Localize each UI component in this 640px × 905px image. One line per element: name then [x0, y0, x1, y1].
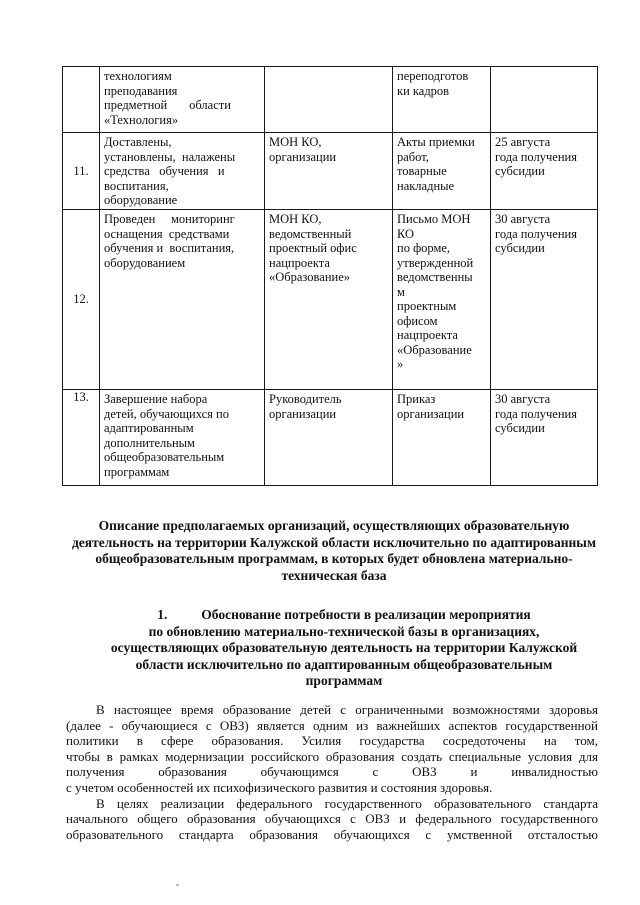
- paragraph-line: В настоящее время образование детей с ограниченными возможностями здоровья: [96, 702, 598, 717]
- deadline-cell: [491, 390, 598, 486]
- section-title-line: области исключительно по адаптированным общеобразовательным: [135, 656, 553, 672]
- activity-line: Завершение набора: [104, 392, 208, 406]
- paragraph-line: политики в сфере образования. Усилия государства сосредоточены на том,: [66, 733, 598, 749]
- activity-line: воспитания,: [104, 178, 169, 193]
- paragraph-spread-line: [66, 764, 598, 780]
- document-line: КО: [397, 226, 415, 241]
- table-row: [63, 210, 598, 390]
- deadline-line: 30 августа: [495, 212, 551, 226]
- responsible-line: организации: [269, 149, 337, 164]
- responsible-line: нацпроекта: [269, 255, 330, 270]
- table-row: [63, 133, 598, 210]
- document-cell: [393, 133, 491, 210]
- word: образования: [158, 764, 227, 780]
- document-line: офисом: [397, 313, 438, 328]
- word: с: [372, 764, 379, 780]
- word: получения: [66, 764, 125, 780]
- row-number-cell: [63, 133, 100, 210]
- document-cell: [393, 67, 491, 133]
- activity-line: детей, обучающихся по: [104, 406, 229, 421]
- activity-line: средства обучения и: [104, 164, 225, 178]
- document-line: накладные: [397, 178, 455, 193]
- deadline-cell: [491, 210, 598, 390]
- responsible-cell: [265, 210, 393, 390]
- document-cell: [393, 210, 491, 390]
- activity-cell: [100, 133, 265, 210]
- paragraph-2: [66, 796, 598, 843]
- responsible-line: МОН КО,: [269, 135, 322, 149]
- deadline-line: 30 августа: [495, 392, 551, 406]
- responsible-line: проектный офис: [269, 241, 357, 255]
- activity-line: оборудование: [104, 193, 178, 207]
- activity-line: дополнительным: [104, 435, 195, 450]
- body-text: [66, 702, 598, 842]
- document-line: нацпроекта: [397, 328, 458, 342]
- document-line: м: [397, 284, 405, 299]
- activity-line: Проведен мониторинг: [104, 212, 235, 226]
- document-line: »: [397, 357, 404, 371]
- activity-line: общеобразовательным: [104, 450, 225, 464]
- word: обучающимся: [260, 764, 339, 780]
- paragraph-line: чтобы в рамках модернизации российского образования создать специальные условия для: [66, 748, 598, 764]
- section-title: Обоснование потребности в реализации мероприятия: [201, 607, 531, 622]
- scan-speck: [176, 884, 179, 886]
- section-title-line: программам: [305, 673, 383, 688]
- table-row: [63, 67, 598, 133]
- description-heading-line: общеобразовательным программам, в которых будет обновлена материально-: [95, 551, 573, 566]
- document-line: ведомственны: [397, 270, 473, 284]
- row-number: 11.: [73, 163, 89, 178]
- description-heading: [66, 518, 602, 584]
- activity-cell: [100, 390, 265, 486]
- section-number: 1.: [157, 607, 168, 622]
- deadline-line: года получения: [495, 149, 577, 164]
- activity-line: Доставлены,: [104, 135, 172, 149]
- word: и: [470, 764, 478, 780]
- document-line: «Образование: [397, 342, 472, 357]
- section-title-line: по обновлению материально-технической базы в организациях,: [148, 623, 540, 639]
- activity-line: обучения и воспитания,: [104, 241, 235, 255]
- document-line: организации: [397, 406, 465, 421]
- description-heading-line: техническая база: [281, 567, 387, 583]
- deadline-line: года получения: [495, 226, 577, 241]
- row-number: 12.: [73, 292, 89, 307]
- deadline-line: субсидии: [495, 421, 545, 435]
- activity-line: программам: [104, 464, 170, 479]
- document-line: Письмо МОН: [397, 212, 471, 226]
- deadline-line: 25 августа: [495, 135, 551, 149]
- responsible-line: МОН КО,: [269, 212, 322, 226]
- activity-line: адаптированным: [104, 421, 194, 435]
- document-line: работ,: [397, 149, 429, 164]
- table-row: [63, 390, 598, 486]
- deadline-cell: [491, 133, 598, 210]
- paragraph-line: с учетом особенностей их психофизического развития и состояния здоровья.: [66, 779, 493, 795]
- paragraph-line: В целях реализации федерального государственного образовательного стандарта: [96, 795, 598, 811]
- activities-table: [62, 66, 598, 486]
- paragraph-1: [66, 702, 598, 796]
- activity-line: предметной области: [104, 98, 231, 112]
- activity-line: преподавания: [104, 83, 178, 98]
- activity-cell: [100, 210, 265, 390]
- activity-line: установлены, налажены: [104, 149, 236, 164]
- description-heading-line: Описание предполагаемых организаций, осуществляющих образовательную: [98, 518, 570, 533]
- responsible-cell: [265, 67, 393, 133]
- document-cell: [393, 390, 491, 486]
- responsible-cell: [265, 133, 393, 210]
- row-number-cell: [63, 210, 100, 390]
- responsible-line: Руководитель: [269, 392, 342, 406]
- deadline-line: субсидии: [495, 241, 545, 255]
- responsible-line: организации: [269, 406, 337, 421]
- section-title-line: осуществляющих образовательную деятельность на территории Калужской: [110, 640, 578, 655]
- document-line: утвержденной: [397, 255, 474, 270]
- responsible-line: ведомственный: [269, 226, 352, 241]
- activity-line: оборудованием: [104, 255, 186, 270]
- row-number: 13.: [73, 390, 89, 404]
- row-number-cell: [63, 390, 100, 486]
- section-heading: [110, 607, 578, 690]
- document-line: Акты приемки: [397, 135, 475, 149]
- paragraph-line: образовательного стандарта образования обучающихся с умственной отсталостью: [66, 826, 598, 842]
- document-line: по форме,: [397, 241, 451, 255]
- responsible-line: «Образование»: [269, 270, 351, 284]
- word: ОВЗ: [412, 764, 437, 780]
- activity-line: технологиям: [104, 69, 172, 83]
- responsible-cell: [265, 390, 393, 486]
- document-line: проектным: [397, 299, 457, 313]
- document-line: Приказ: [397, 392, 436, 406]
- word: инвалидностью: [511, 764, 598, 780]
- document-line: товарные: [397, 164, 447, 178]
- deadline-cell: [491, 67, 598, 133]
- activity-line: оснащения средствами: [104, 226, 230, 241]
- deadline-line: субсидии: [495, 164, 545, 178]
- description-heading-line: деятельность на территории Калужской области исключительно по адаптированным: [71, 534, 597, 550]
- document-line: ки кадров: [397, 83, 450, 98]
- activity-line: «Технология»: [104, 112, 179, 127]
- activity-cell: [100, 67, 265, 133]
- row-number-cell: [63, 67, 100, 133]
- paragraph-line: начального общего образования обучающихся с ОВЗ и федерального государственного: [66, 811, 598, 827]
- document-line: переподготов: [397, 69, 469, 83]
- deadline-line: года получения: [495, 406, 577, 421]
- paragraph-line: (далее - обучающиеся с ОВЗ) является одним из важнейших аспектов государственной: [66, 717, 598, 733]
- section-heading-first-line: [110, 607, 578, 624]
